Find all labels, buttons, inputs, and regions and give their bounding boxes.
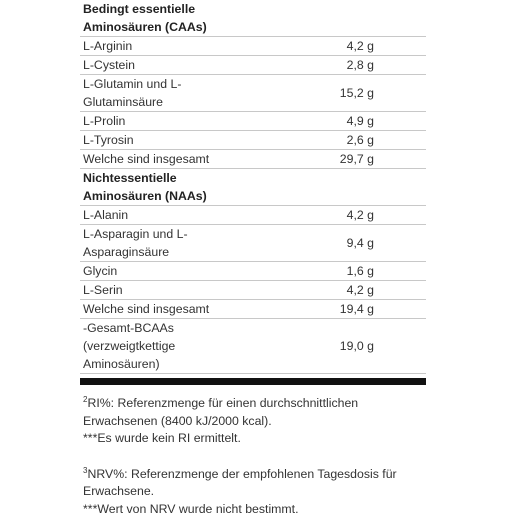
nutrient-name <box>80 131 253 150</box>
text-line: Aminosäuren) <box>83 357 160 371</box>
text-line: Aminosäuren (NAAs) <box>83 189 207 203</box>
nutrient-amount: 29,7 g <box>253 150 426 169</box>
text-line: L-Serin <box>83 283 123 297</box>
text-line: L-Alanin <box>83 208 128 222</box>
nutrient-amount: 9,4 g <box>253 225 426 262</box>
table-row <box>80 37 426 56</box>
footnote <box>83 462 426 518</box>
nutrient-name <box>80 262 253 281</box>
section-heading-row <box>80 0 426 37</box>
nutrient-amount: 1,6 g <box>253 262 426 281</box>
text-line: Welche sind insgesamt <box>83 302 209 316</box>
nutrient-amount: 2,6 g <box>253 131 426 150</box>
nutrient-amount: 4,2 g <box>253 37 426 56</box>
footnote-marker: 2 <box>83 395 87 404</box>
table-row <box>80 300 426 319</box>
text-line: (verzweigtkettige <box>83 339 175 353</box>
section-heading <box>80 0 426 37</box>
table-row <box>80 281 426 300</box>
nutrient-name <box>80 75 253 112</box>
text-line: L-Tyrosin <box>83 133 134 147</box>
text-line: L-Cystein <box>83 58 135 72</box>
nutrient-name <box>80 225 253 262</box>
table-row <box>80 206 426 225</box>
text-line: Aminosäuren (CAAs) <box>83 20 207 34</box>
text-line: L-Glutamin und L- <box>83 77 181 91</box>
nutrient-amount: 19,0 g <box>253 319 426 374</box>
nutrient-name <box>80 37 253 56</box>
nutrient-amount: 4,2 g <box>253 206 426 225</box>
footnote-text: ***Es wurde kein RI ermittelt. <box>83 431 241 445</box>
text-line: L-Asparagin und L- <box>83 227 188 241</box>
nutrient-name <box>80 319 253 374</box>
footnote-text: ***Wert von NRV wurde nicht bestimmt. <box>83 502 299 516</box>
text-line: Welche sind insgesamt <box>83 152 209 166</box>
table-row <box>80 75 426 112</box>
nutrient-amount: 4,9 g <box>253 112 426 131</box>
text-line: Bedingt essentielle <box>83 2 195 16</box>
text-line: Glutaminsäure <box>83 95 163 109</box>
table-row <box>80 131 426 150</box>
section-heading-row <box>80 169 426 206</box>
text-line: Nichtessentielle <box>83 171 177 185</box>
footnote-marker: 3 <box>83 466 87 475</box>
nutrient-name <box>80 112 253 131</box>
text-line: Asparaginsäure <box>83 245 169 259</box>
nutrient-name <box>80 300 253 319</box>
nutrient-name <box>80 206 253 225</box>
nutrient-amount: 2,8 g <box>253 56 426 75</box>
footnote <box>83 391 426 448</box>
table-row <box>80 56 426 75</box>
text-line: L-Prolin <box>83 114 125 128</box>
nutrient-amount: 15,2 g <box>253 75 426 112</box>
footnote-text: Erwachsenen (8400 kJ/2000 kcal). <box>83 414 272 428</box>
nutrient-name <box>80 56 253 75</box>
table-divider <box>80 378 426 385</box>
text-line: Glycin <box>83 264 117 278</box>
text-line: L-Arginin <box>83 39 132 53</box>
table-row <box>80 112 426 131</box>
table-row <box>80 150 426 169</box>
text-line: -Gesamt-BCAAs <box>83 321 174 335</box>
table-row <box>80 225 426 262</box>
amino-acid-table <box>80 0 426 374</box>
nutrient-amount: 4,2 g <box>253 281 426 300</box>
nutrient-amount: 19,4 g <box>253 300 426 319</box>
footnotes <box>80 391 426 518</box>
footnote-text: NRV%: Referenzmenge der empfohlenen Tagesdosis für <box>87 467 396 481</box>
nutrient-name <box>80 281 253 300</box>
table-row <box>80 319 426 374</box>
table-row <box>80 262 426 281</box>
nutrition-panel <box>80 0 426 518</box>
footnote-text: RI%: Referenzmenge für einen durchschnittlichen <box>87 396 358 410</box>
footnote-text: Erwachsene. <box>83 484 154 498</box>
nutrient-name <box>80 150 253 169</box>
section-heading <box>80 169 426 206</box>
